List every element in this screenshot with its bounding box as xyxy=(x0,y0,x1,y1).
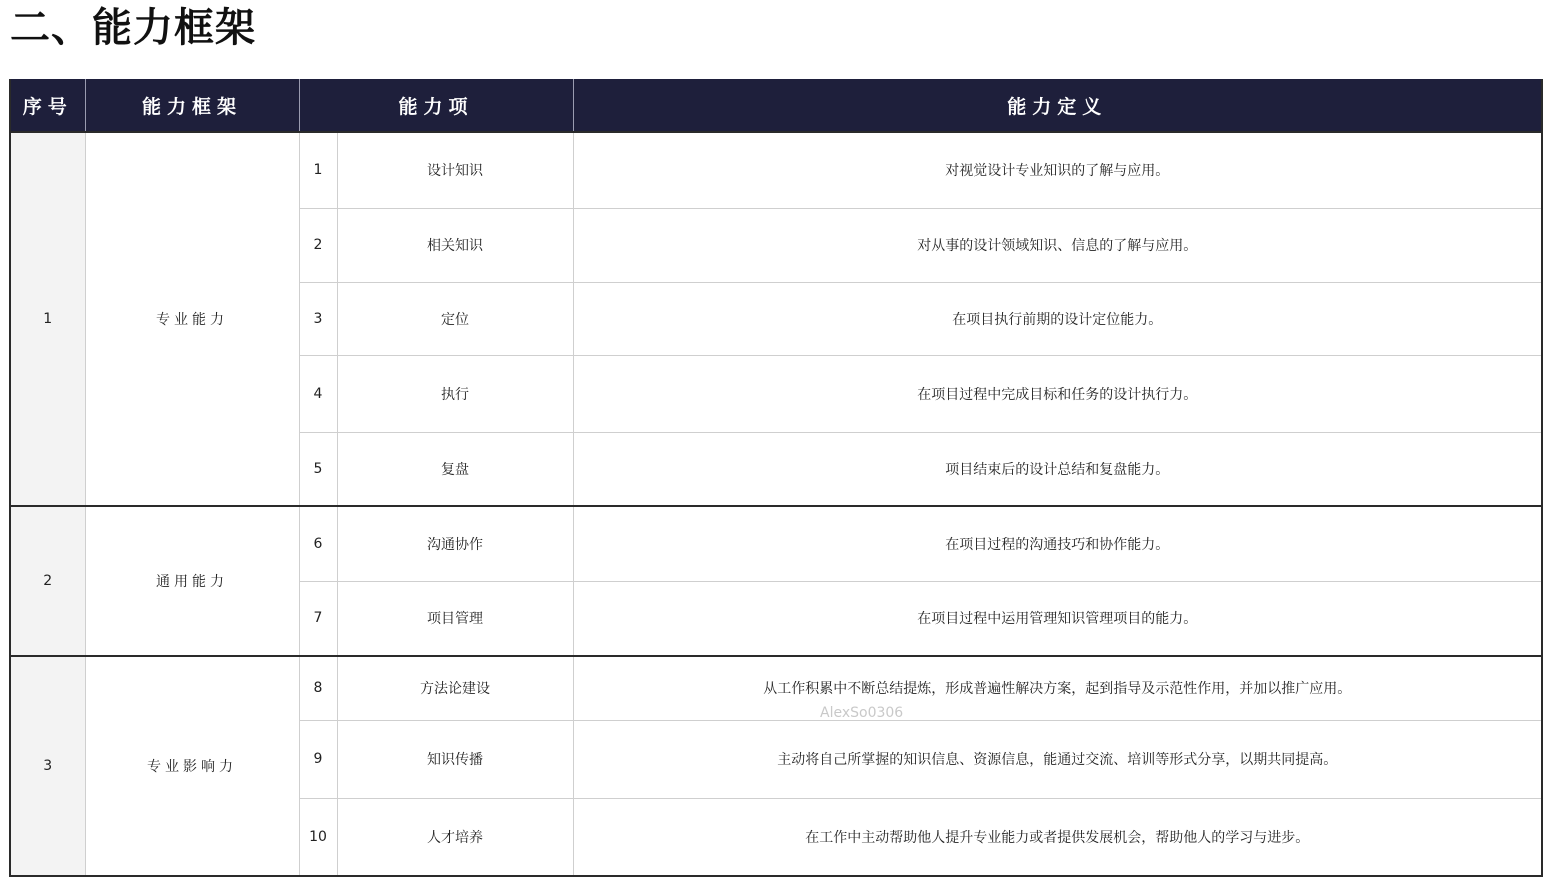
group-seq: 1 xyxy=(10,132,85,506)
item-number: 7 xyxy=(299,581,337,656)
item-definition: 在项目过程的沟通技巧和协作能力。 xyxy=(573,506,1542,581)
item-definition: 从工作积累中不断总结提炼，形成普遍性解决方案，起到指导及示范性作用，并加以推广应用。 xyxy=(573,656,1542,720)
watermark: AlexSo0306 xyxy=(820,705,904,721)
table-row xyxy=(10,506,1542,581)
item-definition: 在项目过程中完成目标和任务的设计执行力。 xyxy=(573,355,1542,432)
item-definition: 对从事的设计领域知识、信息的了解与应用。 xyxy=(573,208,1542,282)
item-name: 复盘 xyxy=(337,432,573,506)
item-number: 5 xyxy=(299,432,337,506)
item-name: 方法论建设 xyxy=(337,656,573,720)
group-framework: 专业影响力 xyxy=(85,656,299,876)
item-definition: 在项目执行前期的设计定位能力。 xyxy=(573,282,1542,355)
capability-table xyxy=(9,79,1543,877)
item-number: 4 xyxy=(299,355,337,432)
item-name: 项目管理 xyxy=(337,581,573,656)
item-definition: 主动将自己所掌握的知识信息、资源信息，能通过交流、培训等形式分享，以期共同提高。 xyxy=(573,720,1542,798)
header-seq: 序号 xyxy=(10,79,85,132)
header-framework: 能力框架 xyxy=(85,79,299,132)
item-definition: 在项目过程中运用管理知识管理项目的能力。 xyxy=(573,581,1542,656)
item-definition: 在工作中主动帮助他人提升专业能力或者提供发展机会，帮助他人的学习与进步。 xyxy=(573,798,1542,876)
item-definition: 对视觉设计专业知识的了解与应用。 xyxy=(573,132,1542,208)
item-number: 10 xyxy=(299,798,337,876)
group-seq: 3 xyxy=(10,656,85,876)
table-row xyxy=(10,132,1542,208)
item-number: 1 xyxy=(299,132,337,208)
group-seq: 2 xyxy=(10,506,85,656)
item-number: 2 xyxy=(299,208,337,282)
group-framework: 专业能力 xyxy=(85,132,299,506)
item-definition: 项目结束后的设计总结和复盘能力。 xyxy=(573,432,1542,506)
item-name: 知识传播 xyxy=(337,720,573,798)
header-item: 能力项 xyxy=(299,79,573,132)
table-row xyxy=(10,656,1542,720)
item-name: 沟通协作 xyxy=(337,506,573,581)
item-name: 执行 xyxy=(337,355,573,432)
item-name: 相关知识 xyxy=(337,208,573,282)
item-number: 6 xyxy=(299,506,337,581)
item-name: 定位 xyxy=(337,282,573,355)
item-number: 8 xyxy=(299,656,337,720)
item-name: 设计知识 xyxy=(337,132,573,208)
item-name: 人才培养 xyxy=(337,798,573,876)
header-definition: 能力定义 xyxy=(573,79,1542,132)
page-title: 二、能力框架 xyxy=(10,5,256,51)
item-number: 3 xyxy=(299,282,337,355)
group-framework: 通用能力 xyxy=(85,506,299,656)
table-header-row xyxy=(10,79,1542,132)
item-number: 9 xyxy=(299,720,337,798)
